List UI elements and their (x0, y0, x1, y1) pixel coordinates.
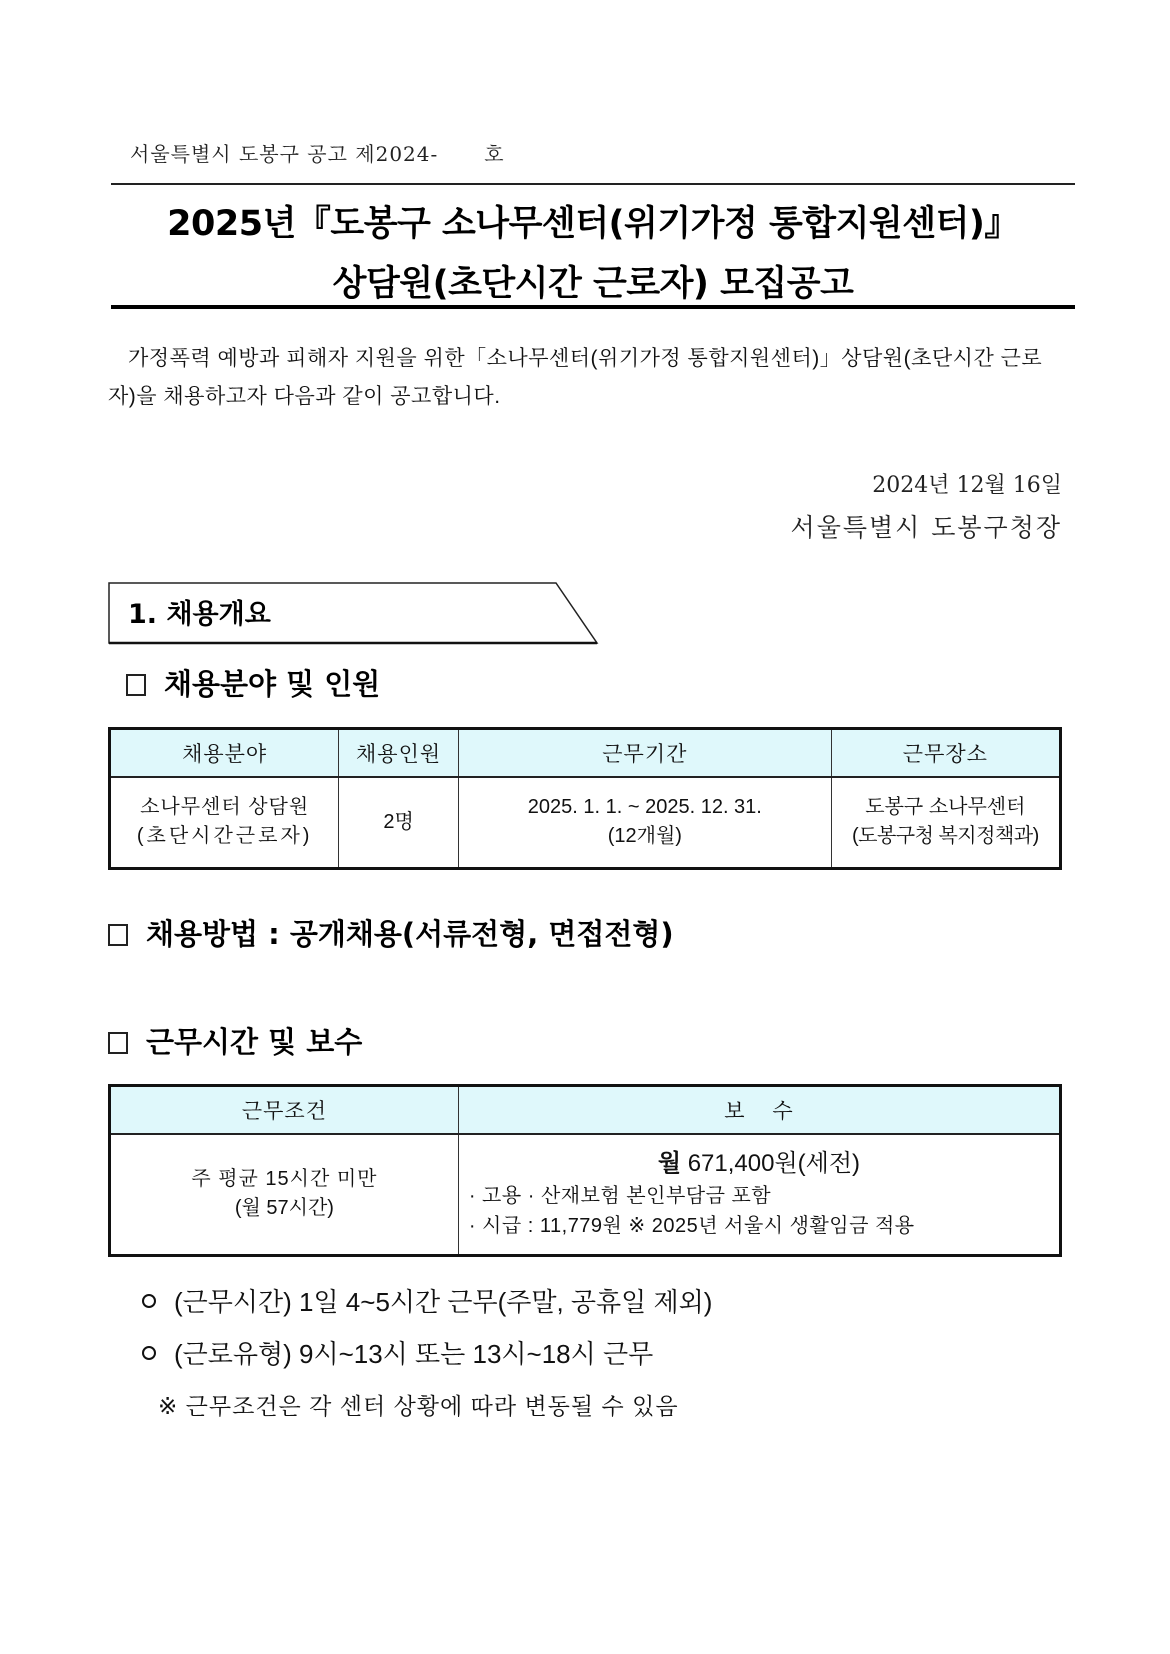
field-line2: (초단시간근로자) (136, 825, 313, 848)
cell-place (831, 777, 1060, 869)
issue-date: 2024년 12월 16일 (872, 473, 1062, 498)
bullet-work-type (142, 1334, 653, 1371)
page-title-line2: 상담원(초단시간 근로자) 모집공고 (332, 264, 854, 304)
issuer: 서울특별시 도봉구청장 (790, 513, 1062, 542)
pay-note-insurance: · 고용 · 산재보험 본인부담금 포함 (468, 1185, 772, 1208)
col-header-place: 근무장소 (831, 729, 1060, 777)
subhead-label: 근무시간 및 보수 (146, 1025, 363, 1059)
page-title-line1: 2025년『도봉구 소나무센터(위기가정 통합지원센터)』 (167, 204, 1019, 244)
table-header-row (110, 1086, 1061, 1134)
subhead-field-and-count (126, 662, 380, 703)
notice-number-text: 서울특별시 도봉구 공고 제2024- (130, 142, 439, 166)
section-title: 1. 채용개요 (128, 599, 271, 630)
table-row (110, 1134, 1061, 1256)
pay-amount-value: 671,400원(세전) (687, 1150, 860, 1178)
col-header-period: 근무기간 (458, 729, 831, 777)
pay-prefix: 월 (657, 1150, 682, 1178)
field-line1: 소나무센터 상담원 (140, 796, 310, 819)
subhead-method (108, 912, 674, 953)
pay-note-hourly: · 시급 : 11,779원 ※ 2025년 서울시 생활임금 적용 (468, 1215, 915, 1238)
col-header-condition: 근무조건 (110, 1086, 459, 1134)
checkbox-square-icon (108, 1032, 128, 1054)
subhead-label: 채용방법 : 공개채용(서류전형, 면접전형) (146, 917, 674, 951)
col-header-count: 채용인원 (339, 729, 459, 777)
intro-paragraph: 가정폭력 예방과 피해자 지원을 위한「소나무센터(위기가정 통합지원센터)」상담원(초단시간 근로자)을 채용하고자 다음과 같이 공고합니다. (108, 347, 1043, 408)
col-header-pay: 보 수 (458, 1086, 1060, 1134)
circle-bullet-icon (142, 1294, 156, 1308)
cell-count: 2명 (339, 777, 459, 869)
table-header-row (110, 729, 1061, 777)
checkbox-square-icon (126, 674, 146, 696)
condition-line1: 주 평균 15시간 미만 (191, 1168, 378, 1191)
place-line1: 도봉구 소나무센터 (865, 796, 1026, 819)
cell-condition (110, 1134, 459, 1256)
period-line1: 2025. 1. 1. ~ 2025. 12. 31. (527, 796, 762, 819)
bullet-text: (근로유형) 9시~13시 또는 13시~18시 근무 (174, 1339, 654, 1369)
bullet-work-hours (142, 1282, 712, 1319)
pay-table (108, 1084, 1062, 1257)
cell-period (458, 777, 831, 869)
condition-line2: (월 57시간) (234, 1197, 334, 1220)
title-bottom-rule (111, 305, 1075, 309)
recruit-table (108, 727, 1062, 870)
period-line2: (12개월) (607, 825, 682, 848)
place-line2: (도봉구청 복지정책과) (851, 825, 1039, 848)
col-header-field: 채용분야 (110, 729, 339, 777)
subhead-hours-and-pay (108, 1020, 362, 1061)
notice-number (130, 138, 505, 167)
table-row (110, 777, 1061, 869)
title-top-rule (111, 183, 1075, 185)
footnote: ※ 근무조건은 각 센터 상황에 따라 변동될 수 있음 (158, 1393, 679, 1419)
notice-number-suffix: 호 (484, 142, 505, 166)
cell-pay (458, 1134, 1060, 1256)
cell-field (110, 777, 339, 869)
bullet-text: (근무시간) 1일 4~5시간 근무(주말, 공휴일 제외) (174, 1287, 713, 1317)
pay-amount (459, 1147, 1059, 1181)
circle-bullet-icon (142, 1346, 156, 1360)
subhead-label: 채용분야 및 인원 (164, 667, 381, 701)
checkbox-square-icon (108, 924, 128, 946)
